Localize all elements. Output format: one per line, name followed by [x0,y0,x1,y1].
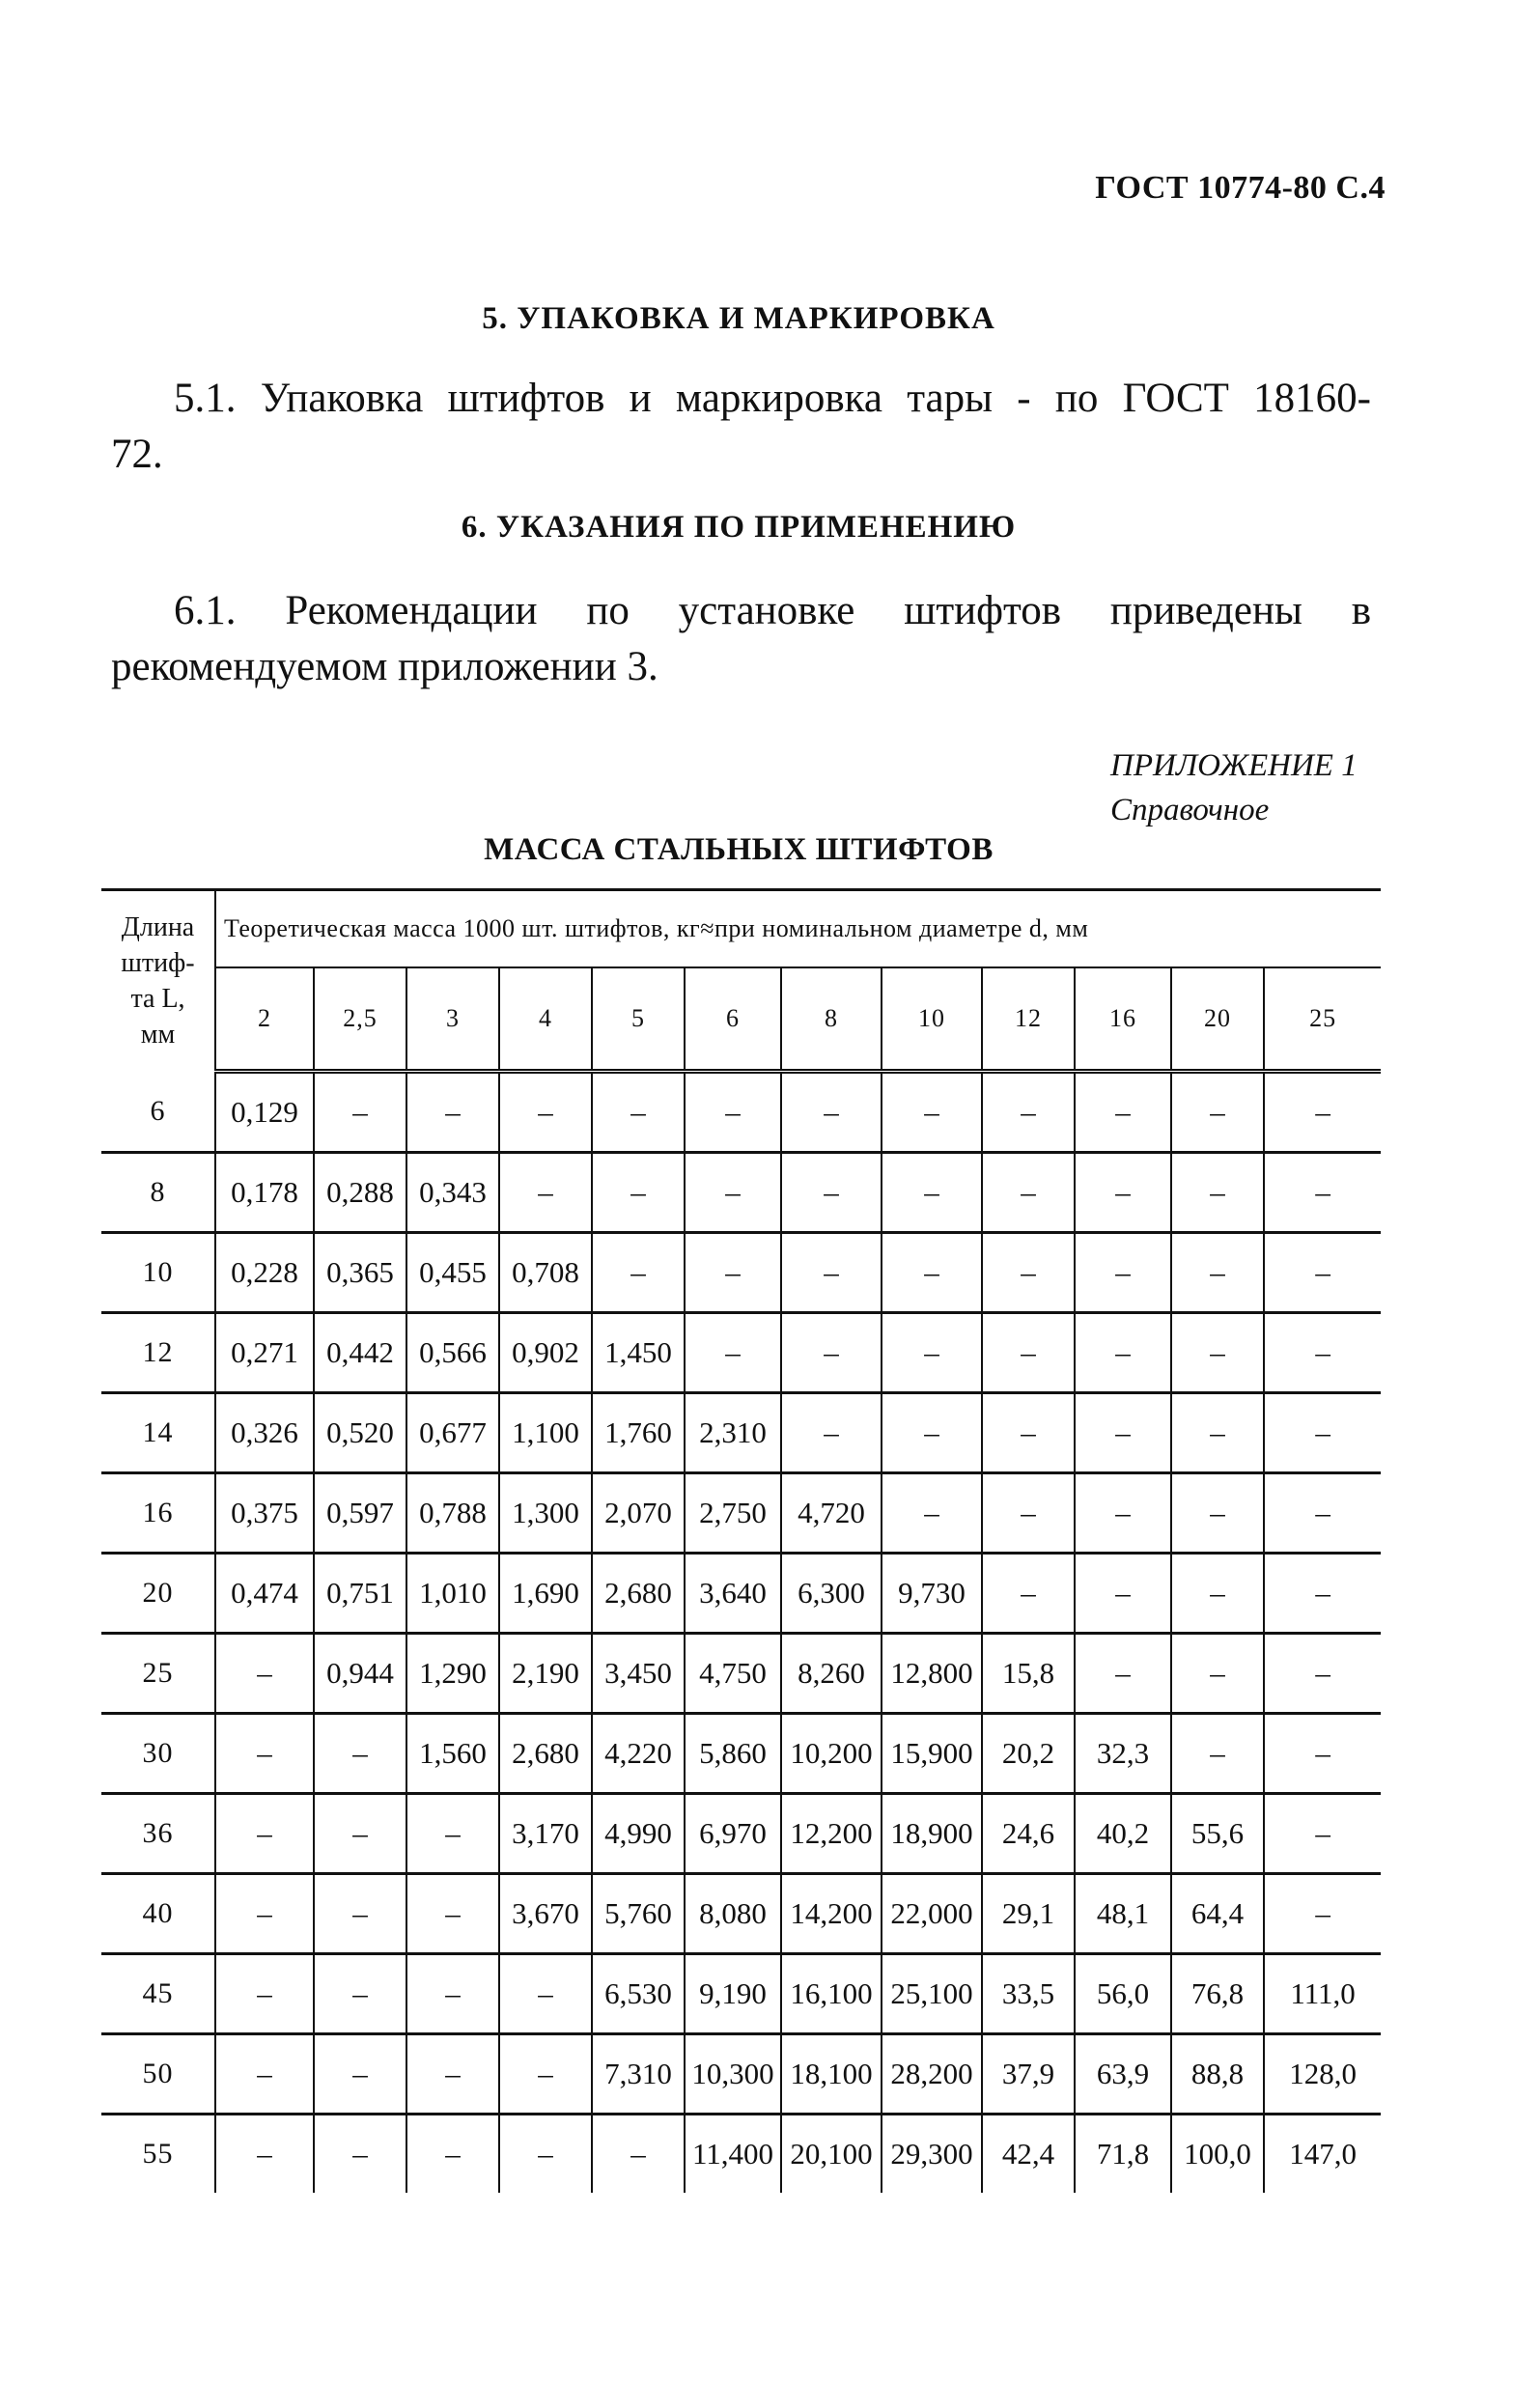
appendix-type: Справочное [1110,793,1270,827]
table-row [101,1153,1381,1233]
mass-cell: – [1171,1072,1264,1153]
mass-cell: – [781,1153,882,1233]
mass-cell: – [406,1072,499,1153]
mass-cell: 55,6 [1171,1794,1264,1874]
pin-length-cell: 30 [101,1714,215,1794]
mass-cell: 128,0 [1264,2034,1381,2115]
mass-cell: 0,271 [215,1313,314,1393]
mass-cell: 20,100 [781,2115,882,2194]
mass-cell: 1,560 [406,1714,499,1794]
mass-cell: 0,343 [406,1153,499,1233]
table-row [101,1393,1381,1473]
mass-cell: 25,100 [882,1954,982,2034]
mass-cell: – [314,2115,406,2194]
table-row [101,2034,1381,2115]
mass-cell: 5,860 [685,1714,781,1794]
mass-cell: – [685,1233,781,1313]
diameter-header: 16 [1075,967,1171,1072]
mass-cell: – [406,1954,499,2034]
mass-cell: 0,751 [314,1554,406,1634]
mass-cell: – [314,2034,406,2115]
mass-cell: 76,8 [1171,1954,1264,2034]
mass-cell: – [982,1153,1075,1233]
length-header-line: Длина [121,912,195,943]
mass-cell: – [314,1714,406,1794]
mass-cell: – [1264,1233,1381,1313]
pin-length-cell: 14 [101,1393,215,1473]
mass-cell: – [1264,1634,1381,1714]
pin-length-cell: 12 [101,1313,215,1393]
pin-length-cell: 6 [101,1072,215,1153]
mass-cell: 0,474 [215,1554,314,1634]
mass-cell: 33,5 [982,1954,1075,2034]
mass-cell: – [1264,1313,1381,1393]
mass-cell: – [1075,1634,1171,1714]
mass-cell: – [882,1473,982,1554]
mass-cell: – [592,1153,685,1233]
mass-cell: 1,300 [499,1473,592,1554]
diameter-header: 25 [1264,967,1381,1072]
mass-cell: – [982,1473,1075,1554]
mass-table-body [101,1072,1381,2194]
mass-cell: 1,690 [499,1554,592,1634]
mass-cell: 32,3 [1075,1714,1171,1794]
mass-cell: 0,944 [314,1634,406,1714]
diameter-header: 12 [982,967,1075,1072]
diameter-header: 20 [1171,967,1264,1072]
mass-cell: 0,455 [406,1233,499,1313]
mass-cell: 28,200 [882,2034,982,2115]
table-row [101,1313,1381,1393]
mass-cell: – [1171,1634,1264,1714]
table-row [101,1874,1381,1954]
mass-cell: – [1075,1393,1171,1473]
table-row [101,1473,1381,1554]
section-6-heading: 6. УКАЗАНИЯ ПО ПРИМЕНЕНИЮ [461,510,1017,545]
mass-cell: 0,902 [499,1313,592,1393]
paragraph-6-1-line-2: рекомендуемом приложении 3. [111,644,658,689]
mass-cell: 147,0 [1264,2115,1381,2194]
diameter-header: 2,5 [314,967,406,1072]
mass-cell: 3,170 [499,1794,592,1874]
mass-cell: – [1075,1313,1171,1393]
mass-cell: – [499,1954,592,2034]
mass-cell: 29,1 [982,1874,1075,1954]
mass-cell: 2,680 [592,1554,685,1634]
mass-cell: 0,677 [406,1393,499,1473]
mass-cell: 0,788 [406,1473,499,1554]
mass-cell: – [1264,1153,1381,1233]
mass-cell: 2,070 [592,1473,685,1554]
pin-length-cell: 25 [101,1634,215,1714]
section-5-heading: 5. УПАКОВКА И МАРКИРОВКА [482,301,995,336]
mass-cell: 6,300 [781,1554,882,1634]
mass-cell: – [781,1233,882,1313]
mass-cell: – [1264,1554,1381,1634]
mass-cell: 15,900 [882,1714,982,1794]
mass-cell: – [1171,1233,1264,1313]
length-header-line: штиф- [121,948,195,979]
mass-cell: – [781,1393,882,1473]
mass-cell: 5,760 [592,1874,685,1954]
diameter-header: 2 [215,967,314,1072]
mass-cell: – [215,1714,314,1794]
mass-cell: 1,100 [499,1393,592,1473]
pin-length-cell: 36 [101,1794,215,1874]
mass-cell: – [406,1794,499,1874]
mass-cell: 9,190 [685,1954,781,2034]
mass-cell: 0,326 [215,1393,314,1473]
mass-cell: – [499,2034,592,2115]
mass-cell: – [882,1072,982,1153]
mass-cell: 88,8 [1171,2034,1264,2115]
mass-cell: 56,0 [1075,1954,1171,2034]
mass-cell: 3,640 [685,1554,781,1634]
mass-cell: – [314,1874,406,1954]
pin-length-cell: 20 [101,1554,215,1634]
mass-cell: – [1171,1714,1264,1794]
mass-cell: 48,1 [1075,1874,1171,1954]
mass-cell: – [1171,1153,1264,1233]
diameter-header: 10 [882,967,982,1072]
mass-cell: – [215,1874,314,1954]
paragraph-6-1-line-1: 6.1. Рекомендации по установке штифтов приведены в [174,588,1371,633]
mass-cell: 4,220 [592,1714,685,1794]
paragraph-5-1 [111,371,1371,483]
mass-cell: – [499,1153,592,1233]
appendix-label [1110,743,1358,832]
paragraph-5-1-line-2: 72. [111,432,163,477]
mass-cell: 40,2 [1075,1794,1171,1874]
mass-cell: 14,200 [781,1874,882,1954]
mass-cell: – [215,1634,314,1714]
mass-cell: 15,8 [982,1634,1075,1714]
mass-cell: 16,100 [781,1954,882,2034]
mass-cell: 2,680 [499,1714,592,1794]
mass-cell: – [882,1393,982,1473]
mass-cell: – [215,2034,314,2115]
diameter-header: 5 [592,967,685,1072]
paragraph-5-1-line-1: 5.1. Упаковка штифтов и маркировка тары - по ГОСТ 18160- [174,376,1371,421]
mass-cell: 10,200 [781,1714,882,1794]
paragraph-6-1 [111,583,1371,695]
mass-cell: 100,0 [1171,2115,1264,2194]
mass-cell: – [1075,1233,1171,1313]
mass-cell: 6,970 [685,1794,781,1874]
mass-cell: 63,9 [1075,2034,1171,2115]
mass-cell: – [1264,1393,1381,1473]
mass-cell: 0,228 [215,1233,314,1313]
mass-cell: – [685,1313,781,1393]
mass-cell: – [1075,1554,1171,1634]
table-row [101,1554,1381,1634]
table-row [101,2115,1381,2194]
mass-cell: 1,010 [406,1554,499,1634]
mass-cell: 8,260 [781,1634,882,1714]
mass-cell: – [1171,1473,1264,1554]
mass-cell: – [982,1554,1075,1634]
mass-cell: 3,670 [499,1874,592,1954]
mass-cell: 0,442 [314,1313,406,1393]
diameter-header: 8 [781,967,882,1072]
mass-cell: 20,2 [982,1714,1075,1794]
page-header-doc-ref: ГОСТ 10774-80 С.4 [1095,170,1386,206]
mass-cell: – [406,1874,499,1954]
length-header-line: мм [140,1020,176,1050]
mass-cell: 11,400 [685,2115,781,2194]
table-row [101,1233,1381,1313]
mass-cell: 10,300 [685,2034,781,2115]
table-header-row-group [101,890,1381,968]
pin-length-cell: 40 [101,1874,215,1954]
mass-cell: 24,6 [982,1794,1075,1874]
mass-cell: – [1075,1072,1171,1153]
mass-cell: – [314,1072,406,1153]
mass-cell: 0,520 [314,1393,406,1473]
mass-cell: 29,300 [882,2115,982,2194]
mass-cell: – [499,2115,592,2194]
mass-cell: 0,597 [314,1473,406,1554]
mass-cell: – [1075,1153,1171,1233]
mass-cell: 4,750 [685,1634,781,1714]
mass-cell: 71,8 [1075,2115,1171,2194]
mass-cell: 22,000 [882,1874,982,1954]
mass-cell: 18,900 [882,1794,982,1874]
mass-cell: 1,450 [592,1313,685,1393]
mass-cell: – [882,1233,982,1313]
table-row [101,1794,1381,1874]
mass-table [101,888,1381,2193]
table-row [101,1634,1381,1714]
mass-cell: 8,080 [685,1874,781,1954]
pin-length-cell: 55 [101,2115,215,2194]
diameter-header: 3 [406,967,499,1072]
pin-length-cell: 8 [101,1153,215,1233]
mass-cell: – [406,2115,499,2194]
mass-cell: – [1264,1794,1381,1874]
pin-length-cell: 16 [101,1473,215,1554]
mass-cell: 0,708 [499,1233,592,1313]
mass-cell: 0,365 [314,1233,406,1313]
mass-cell: 6,530 [592,1954,685,2034]
pin-length-cell: 45 [101,1954,215,2034]
mass-cell: – [1075,1473,1171,1554]
mass-cell: – [982,1393,1075,1473]
mass-cell: – [1264,1714,1381,1794]
diameter-header: 4 [499,967,592,1072]
mass-cell: 4,720 [781,1473,882,1554]
mass-cell: – [882,1313,982,1393]
mass-cell: 4,990 [592,1794,685,1874]
mass-group-header: Теоретическая масса 1000 шт. штифтов, кг≈при номинальном диаметре d, мм [215,890,1381,968]
mass-cell: – [215,2115,314,2194]
mass-cell: – [215,1794,314,1874]
pin-length-cell: 50 [101,2034,215,2115]
mass-cell: – [1264,1874,1381,1954]
table-header-row-diameters [101,967,1381,1072]
mass-cell: 7,310 [592,2034,685,2115]
mass-cell: 12,800 [882,1634,982,1714]
mass-cell: 42,4 [982,2115,1075,2194]
mass-cell: 37,9 [982,2034,1075,2115]
table-title: МАССА СТАЛЬНЫХ ШТИФТОВ [484,832,994,867]
diameter-header: 6 [685,967,781,1072]
mass-cell: – [781,1313,882,1393]
mass-cell: – [685,1072,781,1153]
mass-cell: 64,4 [1171,1874,1264,1954]
mass-cell: 0,129 [215,1072,314,1153]
table-row [101,1954,1381,2034]
pin-length-cell: 10 [101,1233,215,1313]
mass-cell: 0,178 [215,1153,314,1233]
mass-cell: 9,730 [882,1554,982,1634]
mass-cell: 0,288 [314,1153,406,1233]
mass-cell: – [314,1794,406,1874]
mass-cell: 18,100 [781,2034,882,2115]
mass-cell: – [1171,1313,1264,1393]
mass-cell: 0,566 [406,1313,499,1393]
mass-cell: – [406,2034,499,2115]
mass-cell: 1,760 [592,1393,685,1473]
mass-cell: – [1171,1554,1264,1634]
mass-cell: – [314,1954,406,2034]
mass-cell: – [1264,1072,1381,1153]
length-header-line: та L, [130,984,185,1015]
mass-cell: – [882,1153,982,1233]
mass-cell: – [499,1072,592,1153]
mass-cell: 1,290 [406,1634,499,1714]
mass-cell: 3,450 [592,1634,685,1714]
length-column-header [101,890,215,1072]
mass-cell: – [215,1954,314,2034]
mass-cell: – [592,1233,685,1313]
table-row [101,1714,1381,1794]
mass-cell: – [1264,1473,1381,1554]
mass-cell: 2,750 [685,1473,781,1554]
mass-cell: 111,0 [1264,1954,1381,2034]
mass-cell: – [781,1072,882,1153]
mass-cell: – [982,1233,1075,1313]
mass-cell: – [592,2115,685,2194]
table-row [101,1072,1381,1153]
mass-cell: – [592,1072,685,1153]
mass-cell: 2,310 [685,1393,781,1473]
mass-cell: – [1171,1393,1264,1473]
mass-cell: – [685,1153,781,1233]
appendix-number: ПРИЛОЖЕНИЕ 1 [1110,748,1358,783]
mass-cell: 12,200 [781,1794,882,1874]
mass-cell: – [982,1072,1075,1153]
mass-cell: 0,375 [215,1473,314,1554]
mass-cell: 2,190 [499,1634,592,1714]
mass-cell: – [982,1313,1075,1393]
